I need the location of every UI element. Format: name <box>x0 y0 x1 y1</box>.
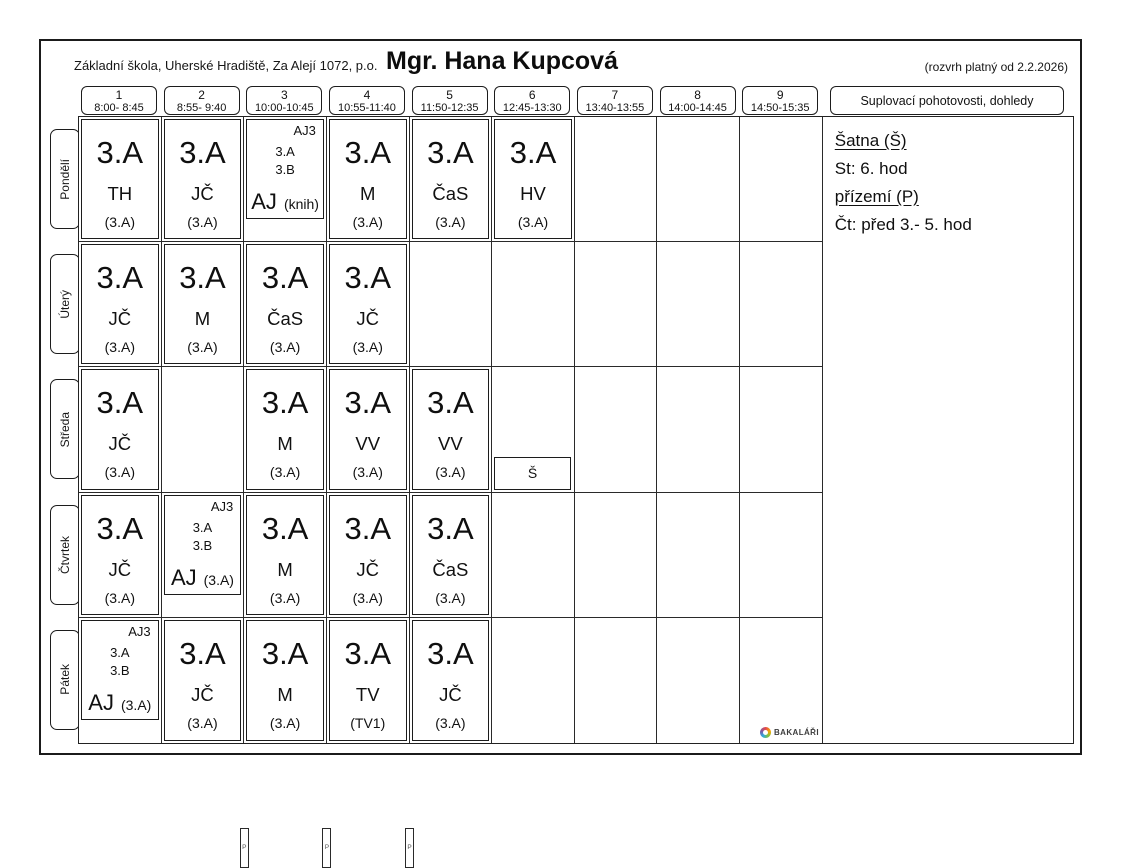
timetable-cell <box>244 493 327 618</box>
period-number: 1 <box>115 88 123 102</box>
lesson-card <box>81 495 159 615</box>
split-lesson-card <box>246 119 324 219</box>
lesson-subject: JČ <box>191 683 214 705</box>
lesson-room: (3.A) <box>435 214 466 230</box>
period-number: 4 <box>363 88 371 102</box>
timetable-cell <box>492 618 575 743</box>
timetable-cell <box>162 493 245 618</box>
timetable-cell <box>410 117 493 242</box>
lesson-subject: VV <box>438 433 463 455</box>
day-tab <box>50 630 80 730</box>
lesson-card <box>412 119 490 239</box>
timetable-cell <box>575 618 658 743</box>
timetable-cell <box>162 618 245 743</box>
split-bottom-row <box>82 691 158 715</box>
lesson-card <box>329 495 407 615</box>
timetable-cell <box>657 242 740 367</box>
period-number: 7 <box>611 88 619 102</box>
timetable-cell <box>492 117 575 242</box>
lesson-class: 3.A <box>509 135 557 170</box>
split-subject: AJ <box>170 564 197 590</box>
period-header <box>494 86 570 115</box>
lesson-subject: M <box>277 683 293 705</box>
lesson-room: (3.A) <box>269 339 301 356</box>
lesson-class: 3.A <box>96 510 144 546</box>
lesson-subject: JČ <box>108 308 132 330</box>
lesson-class: 3.A <box>427 135 474 170</box>
period-number: 8 <box>694 88 701 102</box>
supervision-marker: P <box>405 828 414 868</box>
lesson-card <box>246 620 324 741</box>
lesson-room: (3.A) <box>269 589 301 606</box>
lesson-room: (3.A) <box>352 214 383 230</box>
lesson-class: 3.A <box>344 635 391 671</box>
day-tab <box>50 505 80 605</box>
lesson-subject: JČ <box>108 558 132 580</box>
lesson-subject: VV <box>355 433 381 455</box>
period-header <box>329 86 405 115</box>
lesson-subject: ČaS <box>432 558 469 580</box>
timetable-cell <box>327 242 410 367</box>
lesson-class: 3.A <box>344 260 391 296</box>
lesson-class: 3.A <box>261 635 309 671</box>
split-group: AJ3 <box>293 123 316 138</box>
split-room: (3.A) <box>203 571 234 588</box>
timetable-cell <box>327 367 410 492</box>
period-header <box>81 86 157 115</box>
lesson-card <box>81 369 159 489</box>
split-class: 3.B <box>275 162 295 177</box>
lesson-card <box>164 620 242 741</box>
lesson-room: (3.A) <box>187 214 218 230</box>
timetable-cell <box>79 242 162 367</box>
lesson-card <box>329 244 407 364</box>
period-header <box>577 86 653 115</box>
lesson-room: (3.A) <box>104 589 135 606</box>
lesson-room: (3.A) <box>104 464 135 481</box>
lesson-subject: TV <box>355 683 380 705</box>
day-tab <box>50 254 80 354</box>
lesson-subject: ČaS <box>267 308 304 330</box>
day-label: Středa <box>58 411 72 448</box>
timetable-grid <box>78 116 1074 852</box>
period-header <box>742 86 818 115</box>
day-label: Pondělí <box>58 158 72 200</box>
period-time: 11:50-12:35 <box>420 102 479 114</box>
day-label: Pátek <box>58 664 72 696</box>
period-time: 8:55- 9:40 <box>176 102 227 114</box>
timetable-cell <box>657 618 740 743</box>
duty-column-header: Suplovací pohotovosti, dohledy <box>830 86 1064 115</box>
split-class: 3.A <box>275 144 295 159</box>
timetable-cell <box>575 367 658 492</box>
timetable-cell <box>740 618 823 743</box>
period-time: 10:55-11:40 <box>337 102 396 114</box>
split-room: (knih) <box>283 196 319 212</box>
lesson-class: 3.A <box>261 510 309 546</box>
lesson-subject: M <box>194 308 211 330</box>
lesson-room: (3.A) <box>517 214 549 230</box>
page-frame <box>39 39 1082 852</box>
timetable-cell <box>740 493 823 618</box>
locker-duty-box: Š <box>494 457 571 490</box>
period-time: 12:45-13:30 <box>502 102 562 114</box>
timetable-cell <box>492 367 575 492</box>
lesson-card <box>412 620 490 741</box>
timetable-cell <box>492 493 575 618</box>
lesson-card <box>164 244 242 364</box>
lesson-room: (3.A) <box>352 589 383 606</box>
lesson-class: 3.A <box>179 635 226 671</box>
timetable-cell <box>575 493 658 618</box>
supervision-marker: P <box>240 828 249 868</box>
lesson-card <box>329 119 407 239</box>
split-class: 3.A <box>110 644 130 660</box>
bakalari-color-ring-icon <box>760 727 771 738</box>
lesson-subject: M <box>277 433 293 455</box>
period-number: 6 <box>528 88 536 102</box>
lesson-subject: JČ <box>108 433 132 455</box>
period-header <box>660 86 736 115</box>
period-time: 10:00-10:45 <box>254 102 314 114</box>
lesson-subject: TH <box>107 183 133 204</box>
lesson-card <box>494 119 572 239</box>
timetable-cell <box>410 242 493 367</box>
split-class: 3.B <box>110 662 130 678</box>
timetable-cell <box>575 242 658 367</box>
lesson-room: (TV1) <box>350 714 386 731</box>
lesson-class: 3.A <box>96 260 144 296</box>
timetable-cell <box>575 117 658 242</box>
lesson-room: (3.A) <box>435 464 466 481</box>
lesson-room: (3.A) <box>104 339 135 356</box>
day-tab <box>50 379 80 479</box>
bakalari-logo <box>760 727 819 738</box>
lesson-subject: HV <box>520 183 546 204</box>
lesson-class: 3.A <box>427 385 474 421</box>
lesson-class: 3.A <box>427 510 474 546</box>
supervision-marker: P <box>322 828 331 868</box>
lesson-card <box>246 244 324 364</box>
split-bottom-row <box>165 566 241 590</box>
split-class: 3.B <box>192 537 213 553</box>
page-title: Mgr. Hana Kupcová <box>386 47 618 75</box>
lesson-room: (3.A) <box>269 464 301 481</box>
lesson-class: 3.A <box>96 385 144 421</box>
lesson-room: (3.A) <box>104 214 135 230</box>
lesson-room: (3.A) <box>435 589 466 606</box>
lesson-subject: JČ <box>191 183 214 204</box>
lesson-class: 3.A <box>179 135 226 170</box>
timetable-cell <box>657 117 740 242</box>
lesson-card <box>81 119 159 239</box>
lesson-room: (3.A) <box>435 714 466 731</box>
timetable-cell <box>244 117 327 242</box>
period-header <box>164 86 240 115</box>
lesson-room: (3.A) <box>269 714 301 731</box>
lesson-card <box>164 119 242 239</box>
split-group: AJ3 <box>210 498 234 514</box>
lesson-subject: M <box>277 558 293 580</box>
timetable-cell <box>162 242 245 367</box>
lesson-subject: M <box>360 183 376 204</box>
timetable-cell <box>327 618 410 743</box>
note-line: St: 6. hod <box>834 159 908 178</box>
lesson-room: (3.A) <box>187 714 218 731</box>
note-line: Šatna (Š) <box>834 131 907 150</box>
lesson-subject: JČ <box>439 683 462 705</box>
timetable-cell <box>79 117 162 242</box>
lesson-room: (3.A) <box>352 339 383 356</box>
lesson-subject: JČ <box>356 308 380 330</box>
lesson-card <box>246 369 324 489</box>
timetable-cell <box>327 117 410 242</box>
day-tab <box>50 129 80 229</box>
timetable-cell <box>162 117 245 242</box>
lesson-subject: ČaS <box>432 183 469 204</box>
timetable-cell <box>492 242 575 367</box>
split-subject: AJ <box>88 689 114 715</box>
lesson-class: 3.A <box>179 260 226 296</box>
notes-panel <box>823 117 1073 743</box>
split-lesson-card <box>164 495 242 595</box>
lesson-card <box>412 369 490 489</box>
split-class: 3.A <box>192 519 213 535</box>
timetable-cell <box>244 242 327 367</box>
period-number: 9 <box>776 88 784 102</box>
day-label: Čtvrtek <box>58 535 72 574</box>
period-time: 13:40-13:55 <box>585 102 645 114</box>
timetable-cell <box>410 618 493 743</box>
period-time: 14:50-15:35 <box>750 102 810 114</box>
day-label: Úterý <box>58 289 72 319</box>
timetable-cell <box>740 242 823 367</box>
split-room: (3.A) <box>120 696 152 713</box>
timetable-cell <box>79 618 162 743</box>
split-lesson-card <box>81 620 159 720</box>
timetable-cell <box>740 117 823 242</box>
lesson-card <box>246 495 324 615</box>
lesson-class: 3.A <box>261 385 309 421</box>
timetable-cell <box>244 618 327 743</box>
timetable-cell <box>162 367 245 492</box>
lesson-subject: JČ <box>356 558 380 580</box>
timetable-cell <box>410 493 493 618</box>
timetable-cell <box>657 493 740 618</box>
timetable-cell <box>410 367 493 492</box>
note-line: Čt: před 3.- 5. hod <box>834 215 972 234</box>
period-number: 5 <box>446 88 453 102</box>
lesson-class: 3.A <box>261 260 309 296</box>
lesson-class: 3.A <box>344 135 391 170</box>
split-bottom-row <box>247 190 323 214</box>
timetable-cell <box>327 493 410 618</box>
note-line: přízemí (P) <box>834 187 919 206</box>
timetable-cell <box>740 367 823 492</box>
lesson-class: 3.A <box>96 135 144 170</box>
lesson-class: 3.A <box>427 635 474 671</box>
period-header <box>246 86 322 115</box>
lesson-card <box>81 244 159 364</box>
split-group: AJ3 <box>128 623 151 639</box>
timetable-cell <box>79 367 162 492</box>
period-number: 3 <box>280 88 288 102</box>
lesson-room: (3.A) <box>352 464 383 481</box>
period-header <box>412 86 488 115</box>
period-time: 8:00- 8:45 <box>94 102 144 114</box>
timetable-cell <box>79 493 162 618</box>
lesson-class: 3.A <box>344 385 391 421</box>
school-name: Základní škola, Uherské Hradiště, Za Alejí 1072, p.o. <box>74 58 378 73</box>
timetable-cell <box>657 367 740 492</box>
lesson-card <box>412 495 490 615</box>
lesson-card <box>329 620 407 741</box>
period-time: 14:00-14:45 <box>668 102 727 114</box>
bakalari-logo-text: BAKALÁŘI <box>774 728 819 737</box>
timetable-cell <box>244 367 327 492</box>
lesson-card <box>329 369 407 489</box>
split-subject: AJ <box>251 189 277 214</box>
validity-note: (rozvrh platný od 2.2.2026) <box>924 60 1068 74</box>
lesson-class: 3.A <box>344 510 391 546</box>
lesson-room: (3.A) <box>187 339 218 356</box>
period-number: 2 <box>198 88 205 102</box>
